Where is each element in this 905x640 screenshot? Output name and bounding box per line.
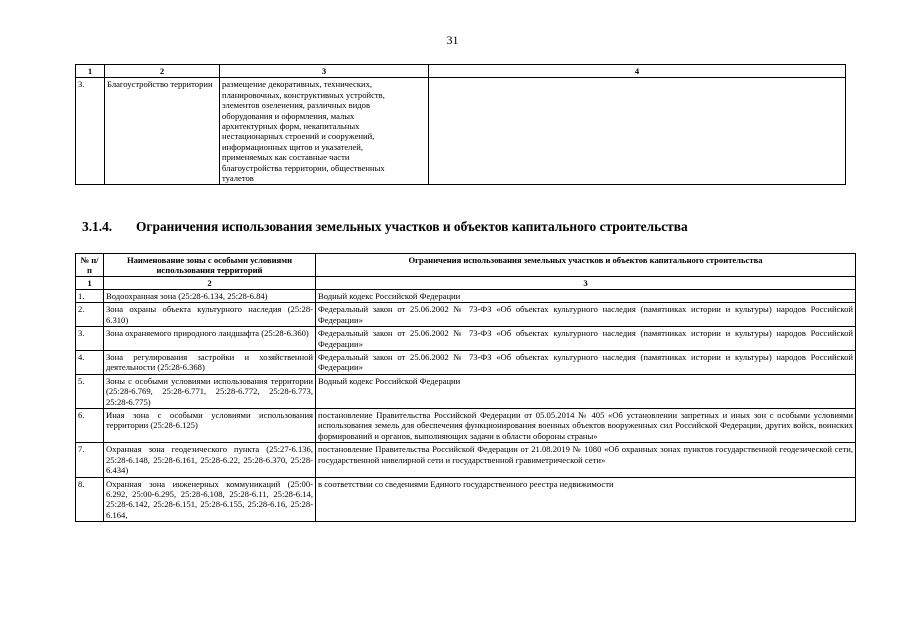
table-row — [76, 327, 856, 351]
row-number: 1. — [76, 290, 104, 303]
table-row — [76, 303, 856, 327]
column-number-header: 3 — [220, 65, 429, 78]
row-number: 6. — [76, 409, 104, 443]
column-number-header: 1 — [76, 65, 105, 78]
zone-name: Водоохранная зона (25:28-6.134, 25:28-6.84) — [104, 290, 316, 303]
column-number-header: 4 — [429, 65, 846, 78]
row-number: 5. — [76, 374, 104, 408]
table-row — [76, 443, 856, 477]
row-number: 3. — [76, 327, 104, 351]
column-number-header: 2 — [105, 65, 220, 78]
table-header-row — [76, 65, 846, 78]
zone-name: Зона регулирования застройки и хозяйственной деятельности (25:28-6.368) — [104, 351, 316, 375]
zone-name: Охранная зона геодезического пункта (25:27-6.136, 25:28-6.148, 25:28-6.161, 25:28-6.22, 25:28-6.370, 25:28-6.434) — [104, 443, 316, 477]
land-use-table-continuation — [75, 64, 846, 185]
zone-name: Иная зона с особыми условиями использования территории (25:28-6.125) — [104, 409, 316, 443]
section-title: Ограничения использования земельных участков и объектов капитального строительства — [136, 219, 688, 234]
row-number: 7. — [76, 443, 104, 477]
zone-name: Охранная зона инженерных коммуникаций (25:00-6.292, 25:00-6.295, 25:28-6.108, 25:28-6.11, 25:28-6.14, 25:28-6.142, 25:28-6.151, 25:28-6.155, 25:28-6.16, 25:28-6.164, — [104, 477, 316, 522]
zone-restrictions: в соответствии со сведениями Единого государственного реестра недвижимости — [316, 477, 856, 522]
restrictions-header: Ограничения использования земельных участков и объектов капитального строительства — [316, 254, 856, 277]
section-number: 3.1.4. — [82, 219, 113, 234]
table-row — [76, 290, 856, 303]
table-header-row — [76, 254, 856, 277]
column-numbers-row — [76, 277, 856, 290]
zone-name: Зона охраняемого природного ландшафта (25:28-6.360) — [104, 327, 316, 351]
page-number: 31 — [446, 33, 459, 47]
land-use-name: Благоустройство территории — [105, 78, 220, 185]
zone-name: Зона охраны объекта культурного наследия (25:28-6.310) — [104, 303, 316, 327]
zone-restrictions: Федеральный закон от 25.06.2002 № 73-ФЗ «Об объектах культурного наследия (памятниках истории и культуры) народов Российской Федерации» — [316, 327, 856, 351]
zone-restrictions: Водный кодекс Российской Федерации — [316, 374, 856, 408]
zone-restrictions: Водный кодекс Российской Федерации — [316, 290, 856, 303]
column-number-header: 3 — [316, 277, 856, 290]
row-number: 4. — [76, 351, 104, 375]
zone-restrictions-table — [75, 253, 856, 522]
zone-restrictions: постановление Правительства Российской Федерации от 05.05.2014 № 405 «Об установлении запретных и иных зон с особыми условиями использования земель для обеспечения функционирования военных объектов вооруженных сил Российской Федерации, других войск, воинских формирований и органов, выполняющих задачи в области обороны страны» — [316, 409, 856, 443]
column-number-header: 1 — [76, 277, 104, 290]
table-row — [76, 477, 856, 522]
zone-name: Зоны с особыми условиями использования территории (25:28-6.769, 25:28-6.771, 25:28-6.772, 25:28-6.773, 25:28-6.775) — [104, 374, 316, 408]
column-number-header: 2 — [104, 277, 316, 290]
land-use-description: размещение декоративных, технических, планировочных, конструктивных устройств, элементов озеленения, различных видов оборудования и оформления, малых архитектурных форм, некапитальных нестационарных строений и сооружений, информационных щитов и указателей, применяемых как составные части благоустройства территории, общественных туалетов — [220, 78, 429, 185]
row-number: 8. — [76, 477, 104, 522]
zone-restrictions: Федеральный закон от 25.06.2002 № 73-ФЗ «Об объектах культурного наследия (памятниках истории и культуры) народов Российской Федерации» — [316, 303, 856, 327]
section-heading — [82, 219, 688, 235]
table-row — [76, 78, 846, 185]
zone-restrictions: Федеральный закон от 25.06.2002 № 73-ФЗ «Об объектах культурного наследия (памятниках истории и культуры) народов Российской Федерации» — [316, 351, 856, 375]
number-header: № п/п — [76, 254, 104, 277]
zone-name-header: Наименование зоны с особыми условиями использования территорий — [104, 254, 316, 277]
table-row — [76, 374, 856, 408]
table-row — [76, 351, 856, 375]
table-row — [76, 409, 856, 443]
row-number: 3. — [76, 78, 105, 185]
zone-restrictions: постановление Правительства Российской Федерации от 21.08.2019 № 1080 «Об охранных зонах пунктов государственной геодезической сети, государственной нивелирной сети и государственной гравиметрической сети» — [316, 443, 856, 477]
row-number: 2. — [76, 303, 104, 327]
land-use-parameters — [429, 78, 846, 185]
